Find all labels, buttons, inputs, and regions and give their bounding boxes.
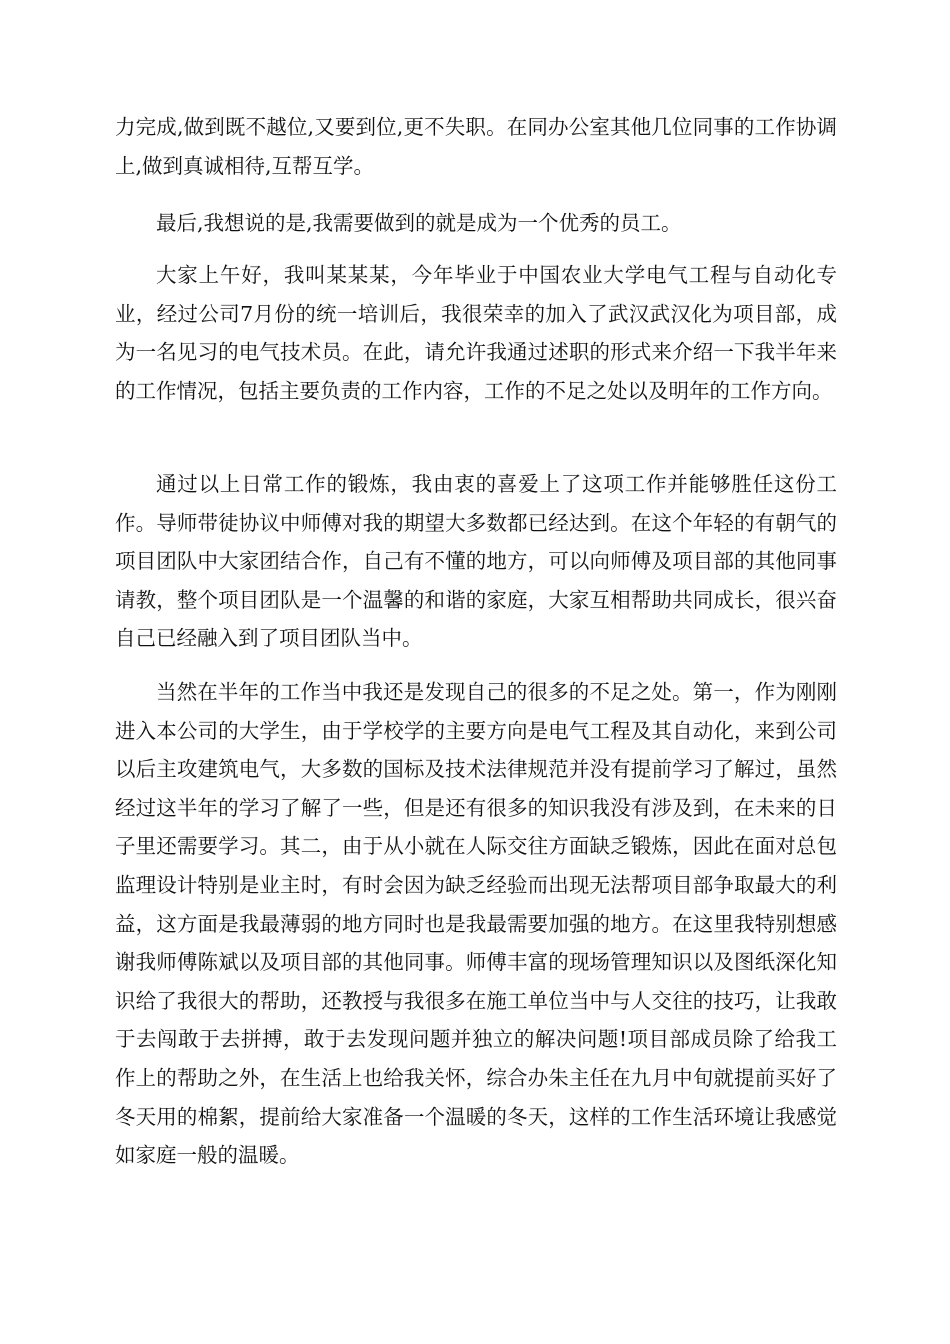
paragraph-text: 通过以上日常工作的锻炼，我由衷的喜爱上了这项工作并能够胜任这份工作。导师带徒协议中师傅对我的期望大多数都已经达到。在这个年轻的有朝气的项目团队中大家团结合作，自己有不懂的地方，可以向师傅及项目部的其他同事请教，整个项目团队是一个温馨的和谐的家庭，大家互相帮助共同成长，很兴奋自己已经融入到了项目团队当中。 [115,472,837,651]
paragraph-text: 大家上午好，我叫某某某，今年毕业于中国农业大学电气工程与自动化专业，经过公司7月份的统一培训后，我很荣幸的加入了武汉武汉化为项目部，成为一名见习的电气技术员。在此，请允许我通过述职的形式来介绍一下我半年来的工作情况，包括主要负责的工作内容，工作的不足之处以及明年的工作方向。 [115,263,837,403]
paragraph-text: 力完成,做到既不越位,又要到位,更不失职。在同办公室其他几位同事的工作协调上,做到真诚相待,互帮互学。 [115,115,837,178]
paragraph-shortcomings [115,673,837,1175]
paragraph-text: 最后,我想说的是,我需要做到的就是成为一个优秀的员工。 [156,211,682,235]
paragraph-introduction [115,256,837,410]
paragraph-continuation [115,108,837,185]
paragraph-work-experience [115,465,837,658]
paragraph-conclusion [115,204,837,243]
paragraph-text: 当然在半年的工作当中我还是发现自己的很多的不足之处。第一，作为刚刚进入本公司的大学生，由于学校学的主要方向是电气工程及其自动化，来到公司以后主攻建筑电气，大多数的国标及技术法律规范并没有提前学习了解过，虽然经过这半年的学习了解了一些，但是还有很多的知识我没有涉及到，在未来的日子里还需要学习。其二，由于从小就在人际交往方面缺乏锻炼，因此在面对总包监理设计特别是业主时，有时会因为缺乏经验而出现无法帮项目部争取最大的利益，这方面是我最薄弱的地方同时也是我最需要加强的地方。在这里我特别想感谢我师傅陈斌以及项目部的其他同事。师傅丰富的现场管理知识以及图纸深化知识给了我很大的帮助，还教授与我很多在施工单位当中与人交往的技巧，让我敢于去闯敢于去拼搏，敢于去发现问题并独立的解决问题!项目部成员除了给我工作上的帮助之外，在生活上也给我关怀，综合办朱主任在九月中旬就提前买好了冬天用的棉絮，提前给大家准备一个温暖的冬天，这样的工作生活环境让我感觉如家庭一般的温暖。 [115,680,837,1168]
